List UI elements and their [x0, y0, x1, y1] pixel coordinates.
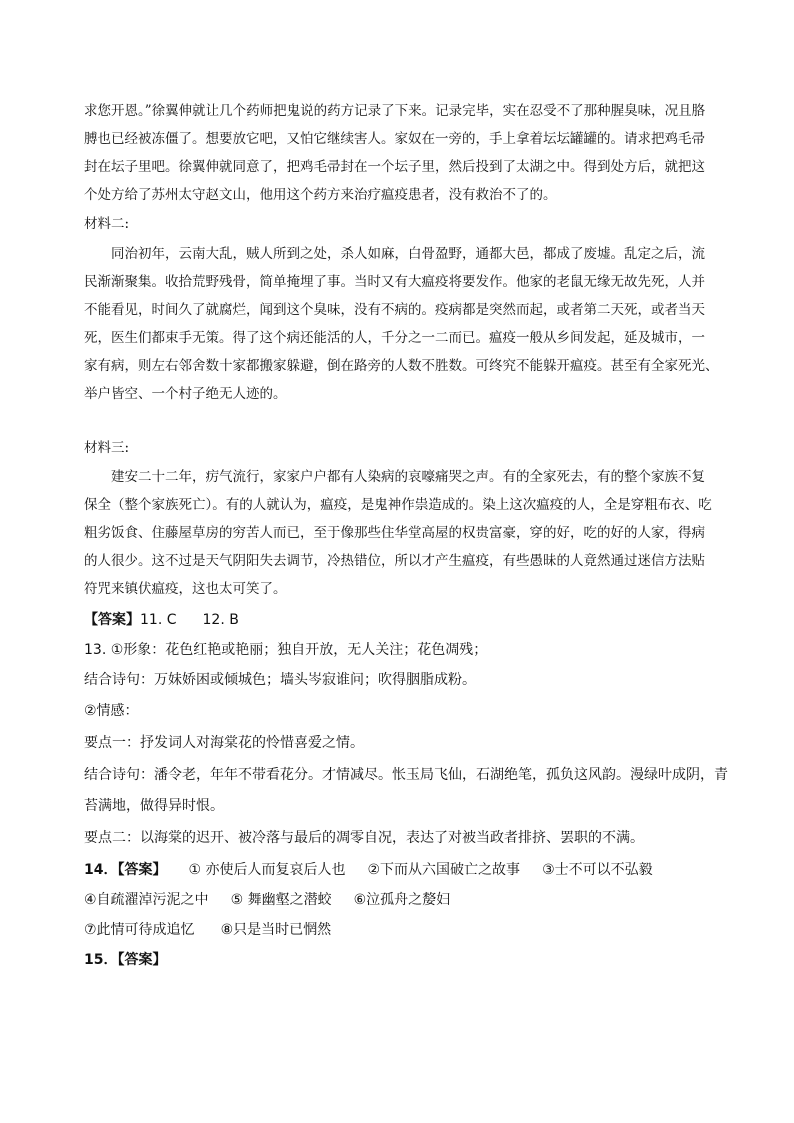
material2-line-1: 同治初年，云南大乱，贼人所到之处，杀人如麻，白骨盈野，通都大邑，都成了废墟。乱定之后，流: [111, 246, 705, 262]
material2-line-3: 不能看见，时间久了就腐烂，闻到这个臭味，没有不病的。疫病都是突然而起，或者第二天死，或者当天: [84, 302, 705, 318]
answer-13-line-1: 13. ①形象：花色红艳或艳丽；独自开放，无人关注；花色凋残；: [84, 642, 488, 658]
answer-15-number: 15．: [84, 952, 118, 968]
answer-14-label: 【答案】: [117, 862, 167, 878]
material1-line-4: 个处方给了苏州太守赵文山，他用这个药方来治疗瘟疫患者，没有救治不了的。: [84, 187, 557, 203]
answer-13-line-3: ②情感：: [84, 703, 139, 719]
material1-line-1: 求您开恩。”徐翼伸就让几个药师把鬼说的药方记录了下来。记录完毕，实在忍受不了那种腥臭味，况且胳: [84, 103, 706, 119]
material3-heading: 材料三:: [84, 440, 130, 456]
answer-label: 【答案】: [84, 612, 140, 628]
material2-line-6: 举户皆空、一个村子绝无人迹的。: [84, 386, 287, 402]
answer-14-item-8: ⑧只是当时已惘然: [220, 922, 332, 938]
answer-14-line-2: [84, 886, 730, 914]
answer-14-item-6: ⑥泣孤舟之嫠妇: [353, 892, 451, 908]
material3-line-4: 的人很少。这不过是天气阴阳失去调节，冷热错位，所以才产生瘟疫，有些愚昧的人竟然通过迷信方法贴: [84, 553, 705, 569]
answer-15-label: 【答案】: [117, 952, 167, 968]
answer-15: [84, 946, 730, 974]
material2-line-5: 家有病，则左右邻舍数十家都搬家躲避，倒在路旁的人数不胜数。可终究不能躲开瘟疫。甚至有全家死光、: [84, 358, 719, 374]
answer-11-12: [84, 606, 730, 634]
answer-14-number: 14．: [84, 862, 118, 878]
answer-13-line-4: 要点一：抒发词人对海棠花的怜惜喜爱之情。: [84, 735, 364, 751]
answer-14-line-3: [84, 916, 730, 944]
answer-13-line-7: 要点二：以海棠的迟开、被冷落与最后的凋零自况，表达了对被当政者排挤、罢职的不满。: [84, 830, 644, 846]
material3-line-2: 保全（整个家族死亡）。有的人就认为，瘟疫，是鬼神作祟造成的。染上这次瘟疫的人，全是穿粗布衣、吃: [84, 497, 712, 513]
material2-line-4: 死，医生们都束手无策。得了这个病还能活的人，千分之一二而已。瘟疫一般从乡间发起，延及城市，一: [84, 330, 705, 346]
answer-13-line-6: 苔满地，做得异时恨。: [84, 798, 224, 814]
material2-line-2: 民渐渐聚集。收拾荒野残骨，简单掩埋了事。当时又有大瘟疫将要发作。他家的老鼠无缘无故先死，人并: [84, 274, 705, 290]
answer-11: 11. C: [140, 612, 177, 628]
answer-12: 12. B: [202, 612, 239, 628]
material1-line-3: 封在坛子里吧。徐翼伸就同意了，把鸡毛帚封在一个坛子里，然后投到了太湖之中。得到处方后，就把这: [84, 159, 705, 175]
material3-line-3: 粗劣饭食、住藤屋草房的穷苦人而已，至于像那些住华堂高屋的权贵富豪，穿的好，吃的好的人家，得病: [84, 525, 705, 541]
material1-line-2: 膊也已经被冻僵了。想要放它吧，又怕它继续害人。家奴在一旁的，手上拿着坛坛罐罐的。请求把鸡毛帚: [84, 131, 705, 147]
answer-14-item-3: ③士不可以不弘毅: [542, 862, 653, 878]
answer-14-item-5: ⑤ 舞幽壑之潜蛟: [230, 892, 332, 908]
answer-13-line-2: 结合诗句：万妹娇困或倾城色；墙头岑寂谁问；吹得胭脂成粉。: [84, 672, 476, 688]
answer-14-line-1: [84, 856, 730, 884]
answer-13-line-5: 结合诗句：潘令老，年年不带看花分。才情减尽。怅玉局飞仙，石湖绝笔，孤负这风韵。漫绿叶成阴，青: [84, 767, 728, 783]
answer-14-item-7: ⑦此情可待成追忆: [84, 922, 195, 938]
answer-14-item-2: ②下而从六国破亡之故事: [367, 862, 521, 878]
answer-14-item-4: ④自疏濯淖污泥之中: [84, 892, 209, 908]
material3-line-1: 建安二十二年，疠气流行，家家户户都有人染病的哀嚎痛哭之声。有的全家死去，有的整个家族不复: [111, 469, 705, 485]
answer-14-item-1: ① 亦使后人而复哀后人也: [188, 862, 346, 878]
material3-line-5: 符咒来镇伏瘟疫，这也太可笑了。: [84, 581, 287, 597]
material2-heading: 材料二:: [84, 216, 130, 232]
